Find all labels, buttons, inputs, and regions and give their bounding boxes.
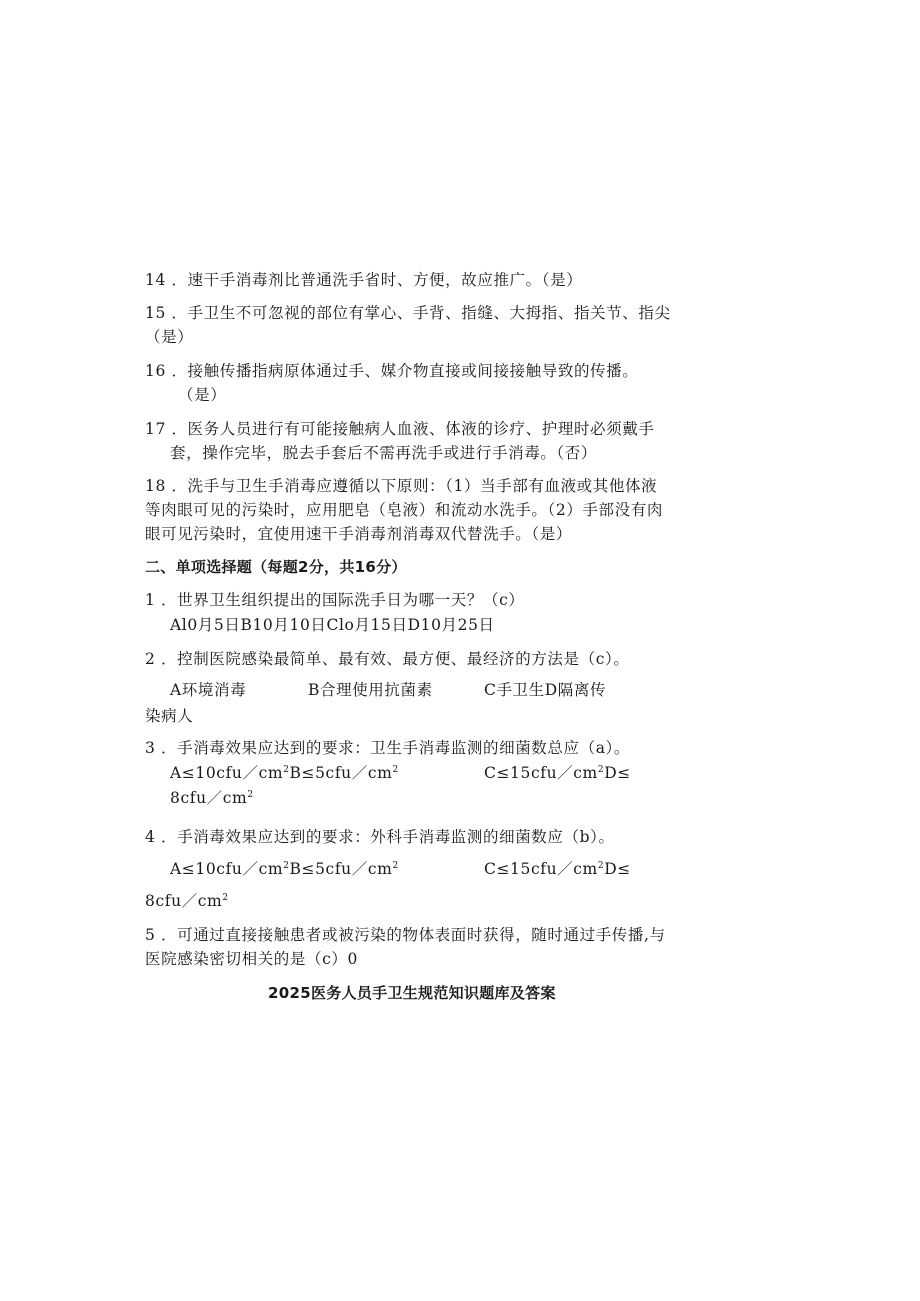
choice-q3-option-a: A≤10cfu／cm — [170, 764, 284, 782]
choice-q3-option-c: C≤15cfu／cm — [484, 764, 598, 782]
choice-q3-option-cd — [484, 763, 631, 783]
choice-q2-option-cd: C手卫生D隔离传 — [484, 681, 607, 699]
judgment-q18-line3: 眼可见污染时，宜使用速干手消毒剂消毒双代替洗手。（是） — [145, 525, 572, 543]
superscript-2: 2 — [597, 860, 605, 871]
judgment-q15-line1: 15 ．手卫生不可忽视的部位有掌心、手背、指缝、大拇指、指关节、指尖 — [145, 304, 671, 322]
choice-q2-option-a: A环境消毒 — [170, 681, 247, 699]
choice-q3-stem: 3 ．手消毒效果应达到的要求：卫生手消毒监测的细菌数总应（a）。 — [145, 739, 630, 757]
judgment-q16-line2: （是） — [178, 386, 227, 404]
choice-q1-stem: 1 ．世界卫生组织提出的国际洗手日为哪一天？（c） — [145, 591, 525, 609]
choice-q4-option-cd — [484, 859, 631, 879]
superscript-2: 2 — [222, 892, 229, 903]
choice-q3-continuation — [170, 788, 254, 808]
choice-q2-option-b: B合理使用抗菌素 — [308, 681, 433, 699]
judgment-q15-line2: （是） — [145, 328, 194, 346]
section-two-title: 二、单项选择题（每题2分，共16分） — [145, 558, 407, 576]
judgment-q16-line1: 16 ．接触传播指病原体通过手、媒介物直接或间接接触导致的传播。 — [145, 362, 639, 380]
superscript-2: 2 — [392, 860, 399, 871]
judgment-q14: 14 ．速干手消毒剂比普通洗手省时、方便，故应推广。（是） — [145, 271, 583, 289]
choice-q4-option-c: C≤15cfu／cm — [484, 860, 598, 878]
choice-q4-option-d-value: 8cfu／cm — [145, 892, 223, 910]
choice-q3-option-d-value: 8cfu／cm — [170, 789, 248, 807]
choice-q3-option-d: D≤ — [604, 764, 631, 782]
judgment-q18-line2: 等肉眼可见的污染时，应用肥皂（皂液）和流动水洗手。（2）手部没有肉 — [145, 501, 663, 519]
choice-q2-continuation: 染病人 — [145, 707, 194, 725]
choice-q4-option-ab — [170, 859, 399, 879]
choice-q1-options: Al0月5日B10月10日Clo月15日D10月25日 — [170, 616, 495, 634]
choice-q4-continuation — [145, 891, 229, 911]
choice-q3-option-b: B≤5cfu／cm — [289, 764, 393, 782]
judgment-q17-line1: 17 ．医务人员进行有可能接触病人血液、体液的诊疗、护理时必须戴手 — [145, 420, 655, 438]
superscript-2: 2 — [247, 789, 254, 800]
choice-q4-option-d: D≤ — [604, 860, 631, 878]
choice-q4-stem: 4 ．手消毒效果应达到的要求：外科手消毒监测的细菌数应（b）。 — [145, 828, 615, 846]
choice-q4-option-b: B≤5cfu／cm — [289, 860, 393, 878]
document-title: 2025医务人员手卫生规范知识题库及答案 — [268, 984, 556, 1002]
superscript-2: 2 — [597, 764, 605, 775]
choice-q4-option-a: A≤10cfu／cm — [170, 860, 284, 878]
judgment-q18-line1: 18 ．洗手与卫生手消毒应遵循以下原则：（1）当手部有血液或其他体液 — [145, 477, 658, 495]
choice-q5-line2: 医院感染密切相关的是（c）0 — [145, 950, 358, 968]
superscript-2: 2 — [392, 764, 399, 775]
choice-q3-option-ab — [170, 763, 399, 783]
choice-q2-stem: 2 ．控制医院感染最简单、最有效、最方便、最经济的方法是（c）。 — [145, 650, 630, 668]
choice-q5-line1: 5 ．可通过直接接触患者或被污染的物体表面时获得，随时通过手传播,与 — [145, 926, 666, 944]
superscript-2: 2 — [283, 860, 290, 871]
superscript-2: 2 — [283, 764, 290, 775]
judgment-q17-line2: 套，操作完毕，脱去手套后不需再洗手或进行手消毒。（否） — [170, 444, 597, 462]
